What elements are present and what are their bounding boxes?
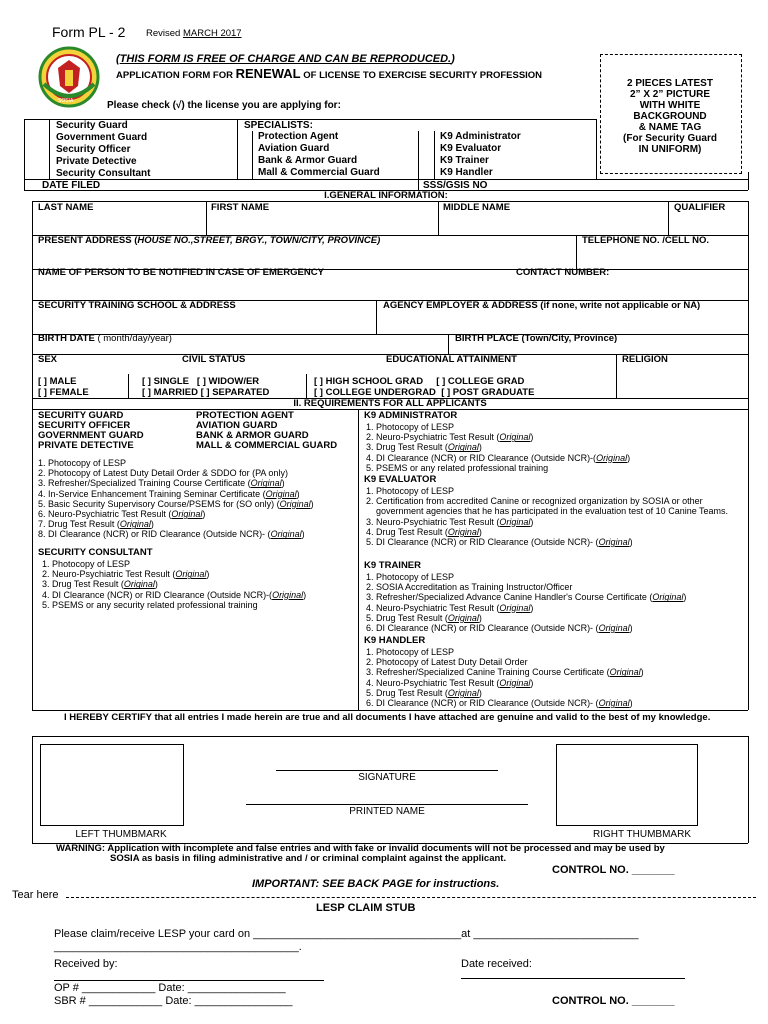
- right-thumbmark-label: RIGHT THUMBMARK: [593, 829, 691, 840]
- list-item: 5. PSEMS or any security related professional training: [42, 599, 258, 610]
- list-item: 7. Drug Test Result (Original): [38, 519, 154, 530]
- tear-here-label: Tear here: [12, 889, 59, 901]
- k9-eval-list: [366, 486, 742, 547]
- civil-status-label: CIVIL STATUS: [182, 354, 246, 365]
- sex-label: SEX: [38, 354, 58, 365]
- education-label: EDUCATIONAL ATTAINMENT: [386, 354, 517, 365]
- signature-line[interactable]: [276, 770, 498, 771]
- telephone-label: TELEPHONE NO. /CELL NO.: [582, 235, 710, 246]
- qualifier-label: QUALIFIER: [674, 202, 726, 213]
- list-item: 3. Refresher/Specialized Canine Training Course Certificate (Original): [366, 667, 644, 678]
- contact-label: CONTACT NUMBER:: [516, 267, 610, 278]
- civil-single[interactable]: [ ] SINGLE: [142, 376, 189, 387]
- list-item: 2. Certification from accredited Canine or recognized organization by SOSIA or other government agencies that he has participated in the evaluation test of 10 Canine Teams.: [366, 496, 729, 517]
- list-item: 6. Neuro-Psychiatric Test Result (Original): [38, 509, 206, 520]
- edu-options: [314, 376, 534, 398]
- list-item: 2. SOSIA Accreditation as Training Instructor/Officer: [366, 582, 573, 593]
- list-item: 1. Photocopy of LESP: [38, 458, 127, 468]
- logo-text: SOSIA: [58, 98, 74, 104]
- license-k9-administrator[interactable]: K9 Administrator: [440, 131, 521, 142]
- right-thumbmark-box[interactable]: [556, 744, 698, 826]
- k9-trainer-list: [366, 572, 686, 633]
- list-item: 4. Neuro-Psychiatric Test Result (Original): [366, 602, 534, 613]
- form-title: APPLICATION FORM FOR RENEWAL OF LICENSE TO EXERCISE SECURITY PROFESSION: [116, 66, 543, 81]
- left-requirements-list: [38, 458, 314, 540]
- picture-box-text: 2 PIECES LATEST 2” X 2” PICTURE WITH WHITE BACKGROUND & NAME TAG (For Security Guard IN UNIFORM): [623, 78, 717, 155]
- consultant-list: [42, 559, 306, 610]
- agency-label: AGENCY EMPLOYER & ADDRESS (if none, write not applicable or NA): [383, 300, 701, 311]
- license-col2: [258, 131, 380, 179]
- list-item: 5. Drug Test Result (Original): [366, 687, 482, 698]
- k9-trainer-title: K9 TRAINER: [364, 560, 422, 571]
- op-line[interactable]: OP # ____________ Date: ________________: [54, 982, 286, 994]
- list-item: 1. Photocopy of LESP: [366, 486, 455, 496]
- address-label: PRESENT ADDRESS (HOUSE NO.,STREET, BRGY., TOWN/CITY, PROVINCE): [38, 235, 381, 246]
- list-item: 2. Neuro-Psychiatric Test Result (Original): [42, 569, 210, 580]
- sex-male[interactable]: [ ] MALE: [38, 376, 77, 387]
- list-item: 8. DI Clearance (NCR) or RID Clearance (Outside NCR)- (Original): [38, 529, 305, 540]
- first-name-label: FIRST NAME: [211, 202, 270, 213]
- k9-admin-list: [366, 422, 630, 473]
- list-item: 2. Photocopy of Latest Duty Detail Order & SDDO for (PA only): [38, 468, 288, 479]
- list-item: 1. Photocopy of LESP: [366, 422, 455, 432]
- general-section-title: I.GENERAL INFORMATION:: [324, 190, 448, 201]
- revised-label: Revised MARCH 2017: [146, 28, 242, 39]
- free-notice: (THIS FORM IS FREE OF CHARGE AND CAN BE REPRODUCED.): [116, 53, 455, 65]
- list-item: 2. Photocopy of Latest Duty Detail Order: [366, 657, 528, 668]
- sex-female[interactable]: [ ] FEMALE: [38, 387, 89, 398]
- date-filed-label: DATE FILED: [42, 180, 101, 191]
- list-item: 6. DI Clearance (NCR) or RID Clearance (Outside NCR)- (Original): [366, 623, 633, 634]
- claim-line: Please claim/receive LESP your card on __________________________________at ___________________________: [54, 928, 639, 940]
- license-aviation-guard[interactable]: Aviation Guard: [258, 143, 330, 154]
- list-item: 6. DI Clearance (NCR) or RID Clearance (Outside NCR)- (Original): [366, 698, 633, 709]
- certification-text: I HEREBY CERTIFY that all entries I made herein are true and all documents I have attached are genuine and valid to the best of my knowledge.: [64, 712, 711, 723]
- license-government-guard[interactable]: Government Guard: [56, 132, 148, 143]
- list-item: 3. Neuro-Psychiatric Test Result (Original): [366, 516, 534, 527]
- specialists-label: SPECIALISTS:: [244, 120, 313, 131]
- civil-widower[interactable]: [ ] WIDOW/ER: [196, 376, 260, 387]
- birth-date-label: BIRTH DATE ( month/day/year): [38, 333, 172, 344]
- middle-name-label: MIDDLE NAME: [443, 202, 511, 213]
- license-mall-commercial-guard[interactable]: Mall & Commercial Guard: [258, 167, 380, 178]
- left-heads: SECURITY GUARD SECURITY OFFICER GOVERNMENT GUARD PRIVATE DETECTIVE: [38, 410, 144, 451]
- sss-label: SSS/GSIS NO: [423, 180, 488, 191]
- list-item: 5. Basic Security Supervisory Course/PSEMS for (SO only) (Original): [38, 498, 314, 509]
- license-k9-evaluator[interactable]: K9 Evaluator: [440, 143, 502, 154]
- list-item: 3. Drug Test Result (Original): [366, 442, 482, 453]
- license-private-detective[interactable]: Private Detective: [56, 156, 137, 167]
- received-by-label: Received by:: [54, 958, 118, 970]
- consultant-title: SECURITY CONSULTANT: [38, 547, 153, 558]
- stub-title: LESP CLAIM STUB: [316, 902, 416, 914]
- list-item: 4. DI Clearance (NCR) or RID Clearance (Outside NCR)-(Original): [42, 589, 307, 600]
- k9-eval-title: K9 EVALUATOR: [364, 474, 437, 485]
- printed-name-line[interactable]: [246, 804, 528, 805]
- tear-line: [66, 897, 756, 898]
- sbr-line[interactable]: SBR # ____________ Date: ________________: [54, 995, 293, 1007]
- civil-options: [142, 376, 269, 398]
- birth-place-label: BIRTH PLACE (Town/City, Province): [455, 333, 618, 344]
- list-item: 5. DI Clearance (NCR) or RID Clearance (Outside NCR)- (Original): [366, 537, 633, 548]
- license-security-officer[interactable]: Security Officer: [56, 144, 131, 155]
- list-item: 2. Neuro-Psychiatric Test Result (Original): [366, 432, 534, 443]
- date-received-line[interactable]: [461, 978, 685, 979]
- license-security-guard[interactable]: Security Guard: [56, 120, 128, 131]
- list-item: 4. In-Service Enhancement Training Seminar Certificate (Original): [38, 488, 300, 499]
- date-received-label: Date received:: [461, 958, 532, 970]
- religion-label: RELIGION: [622, 354, 668, 365]
- edu-hs-grad[interactable]: [ ] HIGH SCHOOL GRAD: [314, 376, 424, 387]
- list-item: 5. Drug Test Result (Original): [366, 612, 482, 623]
- license-k9-handler[interactable]: K9 Handler: [440, 167, 493, 178]
- edu-college-grad[interactable]: [ ] COLLEGE GRAD: [436, 376, 525, 387]
- list-item: 4. Neuro-Psychiatric Test Result (Original): [366, 677, 534, 688]
- edu-post-grad[interactable]: [ ] POST GRADUATE: [441, 387, 535, 398]
- list-item: 3. Refresher/Specialized Training Course Certificate (Original): [38, 478, 285, 489]
- civil-married[interactable]: [ ] MARRIED: [142, 387, 198, 398]
- signature-label: SIGNATURE: [358, 772, 416, 783]
- received-by-line[interactable]: [54, 980, 324, 981]
- left-thumbmark-box[interactable]: [40, 744, 184, 826]
- left-thumbmark-label: LEFT THUMBMARK: [75, 829, 167, 840]
- license-bank-armor-guard[interactable]: Bank & Armor Guard: [258, 155, 358, 166]
- license-security-consultant[interactable]: Security Consultant: [56, 168, 151, 179]
- sex-options: [38, 376, 89, 398]
- check-prompt: Please check (√) the license you are applying for:: [107, 100, 341, 111]
- requirements-section-title: II. REQUIREMENTS FOR ALL APPLICANTS: [293, 398, 487, 409]
- k9-handler-title: K9 HANDLER: [364, 635, 426, 646]
- license-k9-trainer[interactable]: K9 Trainer: [440, 155, 489, 166]
- emergency-label: NAME OF PERSON TO BE NOTIFIED IN CASE OF EMERGENCY: [38, 267, 324, 278]
- civil-separated[interactable]: [ ] SEPARATED: [200, 387, 270, 398]
- form-number: Form PL - 2: [52, 24, 126, 40]
- license-col3: [440, 131, 521, 179]
- k9-admin-title: K9 ADMINISTRATOR: [364, 410, 458, 421]
- list-item: 5. PSEMS or any related professional training: [366, 462, 549, 473]
- license-col1: [56, 120, 150, 180]
- license-protection-agent[interactable]: Protection Agent: [258, 131, 339, 142]
- sosia-logo: [36, 46, 102, 108]
- important-note: IMPORTANT: SEE BACK PAGE for instructions.: [252, 878, 500, 890]
- control-no-top[interactable]: CONTROL NO. _______: [552, 864, 675, 876]
- printed-name-label: PRINTED NAME: [349, 806, 425, 817]
- edu-college-undergrad[interactable]: [ ] COLLEGE UNDERGRAD: [314, 387, 436, 398]
- list-item: 4. Drug Test Result (Original): [366, 526, 482, 537]
- warning-text: WARNING: Application with incomplete and false entries and with fake or invalid documents will not be processed and may be used by SOSIA as basis in filing administrative and / or criminal complaint against the applicant.: [56, 843, 665, 864]
- list-item: 3. Refresher/Specialized Advance Canine Handler's Course Certificate (Original): [366, 592, 687, 603]
- list-item: 1. Photocopy of LESP: [42, 559, 131, 569]
- left-heads-2: PROTECTION AGENT AVIATION GUARD BANK & ARMOR GUARD MALL & COMMERCIAL GUARD: [196, 410, 338, 451]
- last-name-label: LAST NAME: [38, 202, 94, 213]
- claim-line-2: ________________________________________.: [54, 941, 302, 953]
- list-item: 1. Photocopy of LESP: [366, 647, 455, 657]
- list-item: 3. Drug Test Result (Original): [42, 579, 158, 590]
- control-no-stub[interactable]: CONTROL NO. _______: [552, 995, 675, 1007]
- k9-handler-list: [366, 647, 644, 708]
- list-item: 4. DI Clearance (NCR) or RID Clearance (Outside NCR)-(Original): [366, 452, 631, 463]
- training-school-label: SECURITY TRAINING SCHOOL & ADDRESS: [38, 300, 236, 311]
- list-item: 1. Photocopy of LESP: [366, 572, 455, 582]
